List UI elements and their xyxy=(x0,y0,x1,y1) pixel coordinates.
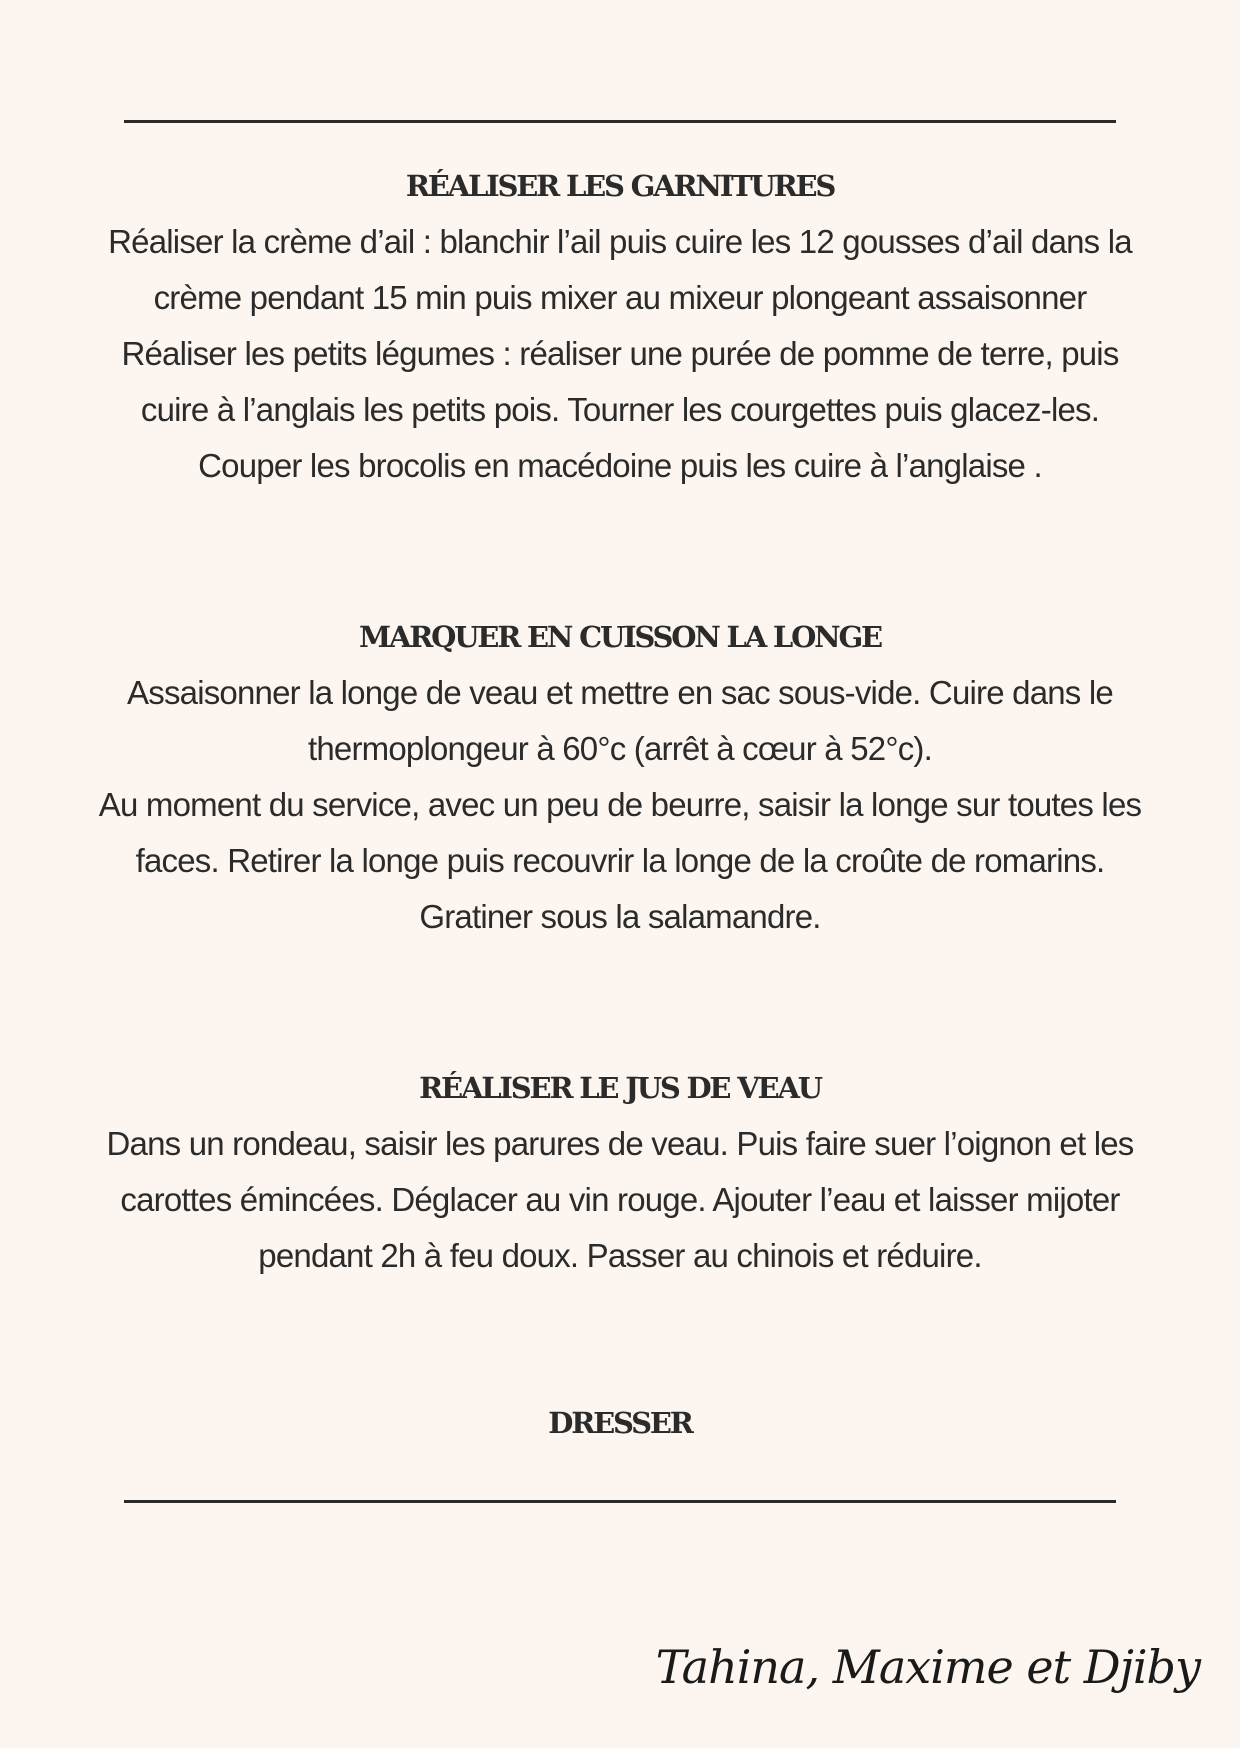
section-garnitures xyxy=(90,166,1150,494)
section-dresser xyxy=(90,1403,1150,1443)
section-paragraph: Réaliser les petits légumes : réaliser une purée de pomme de terre, puis cuire à l’anglais les petits pois. Tourner les courgettes puis glacez-les. Couper les brocolis en macédoine puis les cuire à l’anglaise . xyxy=(121,335,1119,484)
section-heading: MARQUER EN CUISSON LA LONGE xyxy=(359,620,881,654)
section-paragraph: Dans un rondeau, saisir les parures de veau. Puis faire suer l’oignon et les carottes émincées. Déglacer au vin rouge. Ajouter l’eau et laisser mijoter pendant 2h à feu doux. Passer au chinois et réduire. xyxy=(106,1125,1134,1274)
signature: Tahina, Maxime et Djiby xyxy=(655,1640,1200,1694)
section-jus-de-veau xyxy=(90,1068,1150,1284)
section-heading: DRESSER xyxy=(548,1406,692,1440)
section-longe xyxy=(90,617,1150,945)
section-paragraph: Réaliser la crème d’ail : blanchir l’ail puis cuire les 12 gousses d’ail dans la crème pendant 15 min puis mixer au mixeur plongeant assaisonner xyxy=(108,223,1132,316)
section-heading: RÉALISER LES GARNITURES xyxy=(405,169,835,203)
top-divider xyxy=(124,120,1116,123)
section-heading: RÉALISER LE JUS DE VEAU xyxy=(419,1071,821,1105)
bottom-divider xyxy=(124,1500,1116,1503)
section-paragraph: Au moment du service, avec un peu de beurre, saisir la longe sur toutes les faces. Retirer la longe puis recouvrir la longe de la croûte de romarins. Gratiner sous la salamandre. xyxy=(98,786,1142,935)
section-paragraph: Assaisonner la longe de veau et mettre en sac sous-vide. Cuire dans le thermoplongeur à 60°c (arrêt à cœur à 52°c). xyxy=(127,674,1113,767)
